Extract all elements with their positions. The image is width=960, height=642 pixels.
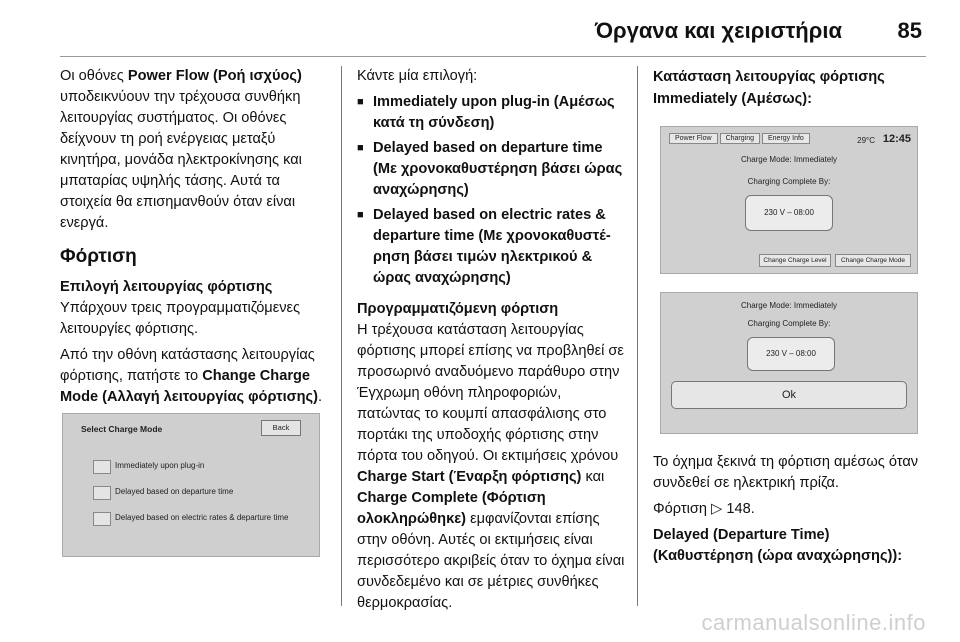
heading-delayed: Delayed (Departure Time) (Καθυστέρηση (ώρα αναχώρησης)): [653,527,903,564]
paragraph-change-mode: Από την οθόνη κατάστασης λειτουργίας φόρτισης, πατήστε το Change Charge Mode (Αλλαγή λειτουργίας φόρτισης). [60,347,323,405]
back-button[interactable]: Back [261,420,301,436]
option-checkbox[interactable] [93,486,111,500]
charging-status-screen [660,126,918,274]
temperature: 29°C [857,136,875,145]
option-checkbox[interactable] [93,512,111,526]
paragraph-programmable: Η τρέχουσα κατάσταση λειτουργίας φόρτισης μπορεί επίσης να προβληθεί σε προσωρινό αναδυόμενο παράθυρο στην Έγχρωμη οθόνη πληροφοριών, πατώντας το κουμπί απασφάλισης στο πορτάκι της υποδοχής φόρτισης στην πόρτα του οδηγού. Οι εκτιμήσεις χρόνου Charge Start (Έναρξη φόρτισης) και Charge Complete (Φόρτιση ολοκληρώθηκε) εμφανίζονται επίσης στην οθόνη. Αυτές οι εκτιμήσεις είναι περισσότερο ακριβείς όταν το όχημα είναι συνδεδεμένο και σε μέτριες συνθήκες θερμοκρασίας. [357,322,625,611]
screen-title: Select Charge Mode [81,424,163,434]
page-reference[interactable]: 148. [726,501,755,517]
complete-by-value: 230 V – 08:00 [745,195,833,231]
page-ref-arrow-icon: ▷ [711,501,723,517]
charging-popup-screen [660,292,918,434]
charge-mode-text: Charge Mode: Immediately [740,301,838,310]
watermark: carmanualsonline.info [701,610,926,635]
charge-mode-text: Charge Mode: Immediately [740,155,838,164]
complete-by-text: Charging Complete By: [747,319,831,328]
subheading-select-mode: Επιλογή λειτουργίας φόρτισης [60,279,273,295]
option-electric-rates[interactable]: Delayed based on electric rates & departure time [93,512,303,526]
list-item: ■ Immediately upon plug-in (Αμέσως κατά τη σύνδεση) [357,92,627,134]
option-immediately[interactable]: Immediately upon plug-in [93,460,303,474]
paragraph-modes: Υπάρχουν τρεις προγραμματιζόμενες λειτουργίες φόρτισης. [60,300,301,337]
column-1 [60,66,328,413]
select-charge-mode-screen [62,413,320,557]
tab-energy-info[interactable]: Energy Info [762,133,810,144]
header-rule [60,56,926,57]
charge-mode-list [357,92,627,289]
column-divider [637,66,638,606]
option-departure-time[interactable]: Delayed based on departure time [93,486,303,500]
section-heading-charging: Φόρτιση [60,246,137,267]
column-divider [341,66,342,606]
change-charge-mode-label: Change Charge Mode (Αλλαγή λειτουργίας φόρτισης) [60,368,318,405]
power-flow-label: Power Flow (Ροή ισχύος) [127,68,302,84]
list-item: ■ Delayed based on departure time (Με χρονοκαθυστέρηση βάσει ώρας αναχώρησης) [357,138,627,201]
complete-by-value: 230 V – 08:00 [747,337,835,371]
page-header [0,0,960,58]
charge-complete-label: Charge Complete (Φόρτιση ολοκληρώθηκε) [357,490,546,527]
list-item: ■ Delayed based on electric rates & departure time (Με χρονοκαθυστέρηση βάσει τιμών ηλεκτρικού & ώρας αναχώρησης) [357,205,627,289]
column-3 [653,66,923,110]
charge-start-label: Charge Start (Έναρξη φόρτισης) [357,469,582,485]
column-2 [357,66,627,619]
change-charge-level-button[interactable]: Change Charge Level [759,254,831,267]
paragraph-immediately: Το όχημα ξεκινά τη φόρτιση αμέσως όταν συνδεθεί σε ηλεκτρική πρίζα. [653,454,919,491]
complete-by-text: Charging Complete By: [747,177,831,186]
ok-button[interactable]: Ok [671,381,907,409]
tab-power-flow[interactable]: Power Flow [669,133,718,144]
paragraph-reference: Φόρτιση ▷ 148. [653,501,755,517]
subheading-programmable: Προγραμματιζόμενη φόρτιση [357,301,559,317]
column-3-lower [653,452,923,567]
screen-tabs [669,133,812,144]
page-number: 85 [897,18,922,43]
intro-paragraph: Οι οθόνες Power Flow (Ροή ισχύος) υποδεικνύουν την τρέχουσα συνθήκη λειτουργίας συστήματος. Οι οθόνες δείχνουν τη ροή ενέργειας μεταξύ κινητήρα, μονάδα ηλεκτροκίνησης και μπαταρίας υψηλής τάσης. Αυτά τα στοιχεία θα επισημανθούν όταν είναι ενεργά. [60,68,302,231]
clock: 12:45 [882,133,911,145]
heading-immediately: Κατάσταση λειτουργίας φόρτισης Immediately (Αμέσως): [653,69,885,107]
option-checkbox[interactable] [93,460,111,474]
lead-text: Κάντε μία επιλογή: [357,68,478,84]
change-charge-mode-button[interactable]: Change Charge Mode [835,254,911,267]
chapter-title: Όργανα και χειριστήρια [594,18,842,43]
tab-charging[interactable]: Charging [720,133,760,144]
